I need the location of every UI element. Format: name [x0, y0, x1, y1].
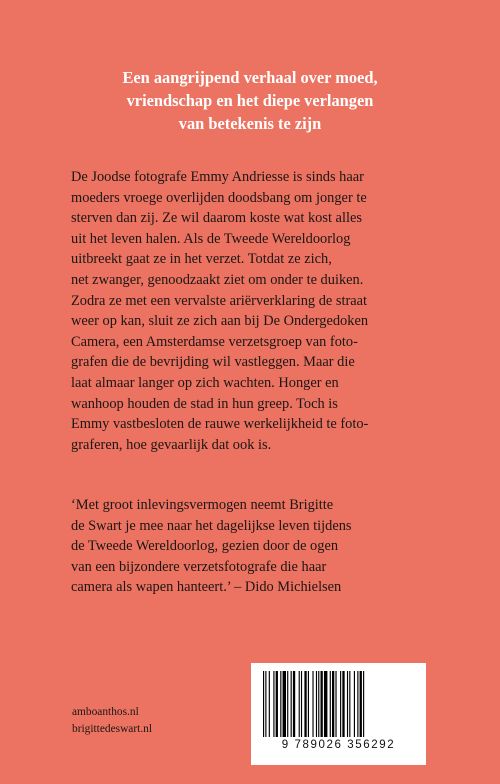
blurb-line: uitbreekt gaat ze in het verzet. Totdat ze zich, [71, 251, 332, 268]
publisher-website[interactable]: amboanthos.nl [72, 706, 139, 718]
blurb-line: laat almaar langer op zich wachten. Honger en [71, 374, 339, 391]
quote-line: van een bijzondere verzetsfotografe die haar [71, 558, 327, 575]
blurb-line: De Joodse fotografe Emmy Andriesse is sinds haar [71, 169, 364, 185]
websites [72, 704, 232, 737]
barcode [251, 663, 426, 765]
author-website[interactable]: brigittedeswart.nl [72, 722, 153, 735]
barcode-bar [265, 671, 266, 737]
barcode-bar [308, 671, 309, 737]
barcode-bar [283, 671, 286, 737]
barcode-bar [354, 671, 355, 737]
barcode-bar [316, 671, 317, 737]
barcode-bar [330, 671, 331, 737]
barcode-bars [263, 671, 414, 737]
barcode-bar [340, 671, 341, 737]
barcode-bar [269, 671, 270, 737]
barcode-bar [318, 671, 319, 737]
quote-line: de Swart je mee naar het dagelijkse leven tijdens [71, 517, 352, 534]
barcode-bar [360, 671, 362, 737]
barcode-bar [357, 671, 358, 737]
barcode-bar [332, 671, 334, 737]
blurb-line: Camera, een Amsterdamse verzetsgroep van foto- [71, 333, 358, 350]
barcode-bar [335, 671, 336, 737]
quote-line: ‘Met groot inlevingsvermogen neemt Brigitte [71, 497, 334, 513]
barcode-bar [304, 671, 306, 737]
blurb-line: uit het leven halen. Als de Tweede Wereldoorlog [71, 230, 351, 247]
barcode-bar [291, 671, 292, 737]
barcode-bar [321, 671, 323, 737]
tagline-line: van betekenis te zijn [178, 114, 322, 133]
barcode-bar [273, 671, 274, 737]
blurb-line: Emmy vastbesloten de rauwe werkelijkheid te foto- [71, 416, 369, 433]
quote-line: de Tweede Wereldoorlog, gezien door de ogen [71, 538, 339, 555]
barcode-bar [293, 671, 295, 737]
barcode-bar [349, 671, 350, 737]
blurb-line: grafen die de bevrijding wil vastleggen. Maar die [71, 354, 355, 371]
blurb-line: Zodra ze met een vervalste ariërverklaring de straat [71, 292, 368, 309]
blurb-line: net zwanger, genoodzaakt ziet om onder te duiken. [71, 271, 364, 288]
book-blurb [71, 167, 451, 455]
blurb-line: moeders vroege overlijden doodsbang om jonger te [71, 189, 367, 206]
quote-line: camera als wapen hanteert.’ – Dido Michielsen [71, 579, 342, 596]
barcode-bar [280, 671, 281, 737]
review-quote [71, 495, 451, 598]
barcode-bar [301, 671, 302, 737]
barcode-bar [347, 671, 348, 737]
barcode-bar [324, 671, 327, 737]
blurb-line: weer op kan, sluit ze zich aan bij De Ondergedoken [71, 313, 369, 330]
blurb-line: graferen, hoe gevaarlijk dat ook is. [71, 436, 272, 453]
barcode-bar [263, 671, 264, 737]
isbn-number: 9 789026 356292 [281, 739, 396, 751]
barcode-bar [363, 671, 364, 737]
blurb-line: wanhoop houden de stad in hun greep. Toch is [71, 395, 338, 412]
tagline-line: vriendschap en het diepe verlangen [126, 91, 374, 110]
blurb-line: sterven dan zij. Ze wil daarom koste wat kost alles [71, 210, 362, 227]
barcode-bar [299, 671, 300, 737]
tagline-line: Een aangrijpend verhaal over moed, [122, 68, 378, 87]
barcode-bar [276, 671, 278, 737]
tagline [40, 66, 460, 135]
barcode-bar [287, 671, 288, 737]
barcode-bar [312, 671, 313, 737]
barcode-bar [342, 671, 344, 737]
